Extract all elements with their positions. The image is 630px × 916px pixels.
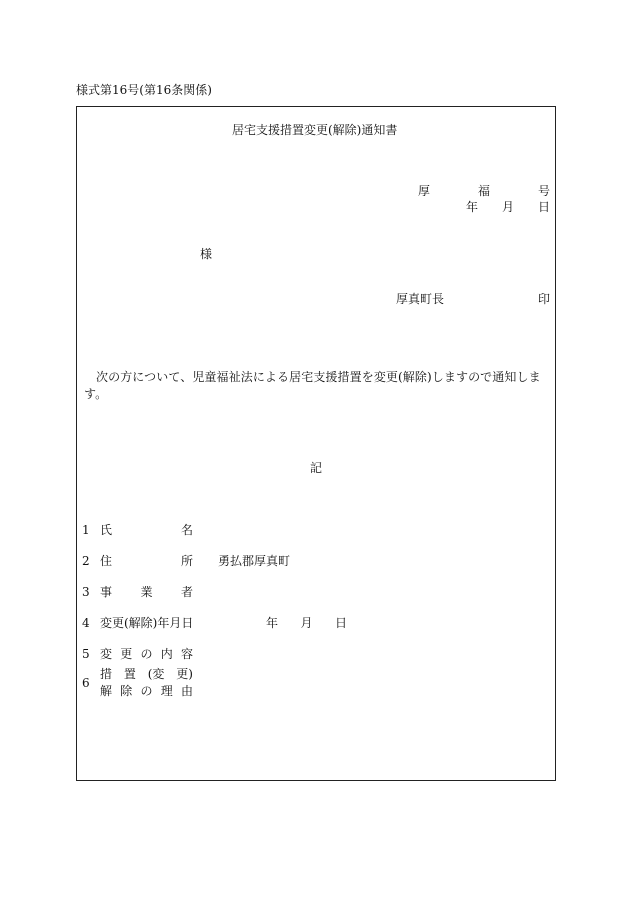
document-number bbox=[418, 185, 550, 197]
notice-body-text: 次の方について、児童福祉法による居宅支援措置を変更(解除)しますので通知します。 bbox=[84, 370, 541, 401]
item-number: 3 bbox=[82, 585, 90, 599]
addressee-honorific: 様 bbox=[200, 247, 213, 261]
item-label-change-date: 変更(解除)年月日 bbox=[100, 616, 194, 630]
item-label-name: 氏 名 bbox=[100, 523, 193, 537]
item-label-reason-line2: 解 除 の 理 由 bbox=[100, 684, 193, 698]
item-label-change-content: 変 更 の 内 容 bbox=[100, 647, 193, 661]
item-number: 4 bbox=[82, 616, 90, 630]
change-date-value: 年 月 日 bbox=[266, 616, 347, 630]
item-number: 6 bbox=[82, 676, 90, 690]
doc-number-char: 厚 bbox=[418, 184, 431, 198]
issue-date bbox=[466, 201, 550, 213]
item-label-address: 住 所 bbox=[100, 554, 193, 568]
item-number: 2 bbox=[82, 554, 90, 568]
item-label-provider: 事 業 者 bbox=[100, 585, 193, 599]
item-label-reason-line1: 措 置 (変 更) bbox=[100, 667, 193, 681]
item-number: 5 bbox=[82, 647, 90, 661]
item-number: 1 bbox=[82, 523, 90, 537]
form-number: 様式第16号(第16条関係) bbox=[76, 83, 212, 97]
ki-heading: 記 bbox=[310, 461, 323, 475]
doc-number-char: 福 bbox=[477, 184, 490, 198]
address-value: 勇払郡厚真町 bbox=[218, 554, 291, 568]
date-char: 日 bbox=[537, 200, 550, 214]
document-title: 居宅支援措置変更(解除)通知書 bbox=[232, 123, 398, 137]
seal-mark: 印 bbox=[538, 292, 551, 306]
date-char: 年 bbox=[466, 200, 479, 214]
date-char: 月 bbox=[501, 200, 514, 214]
issuer-name: 厚真町長 bbox=[396, 292, 445, 306]
doc-number-char: 号 bbox=[537, 184, 550, 198]
